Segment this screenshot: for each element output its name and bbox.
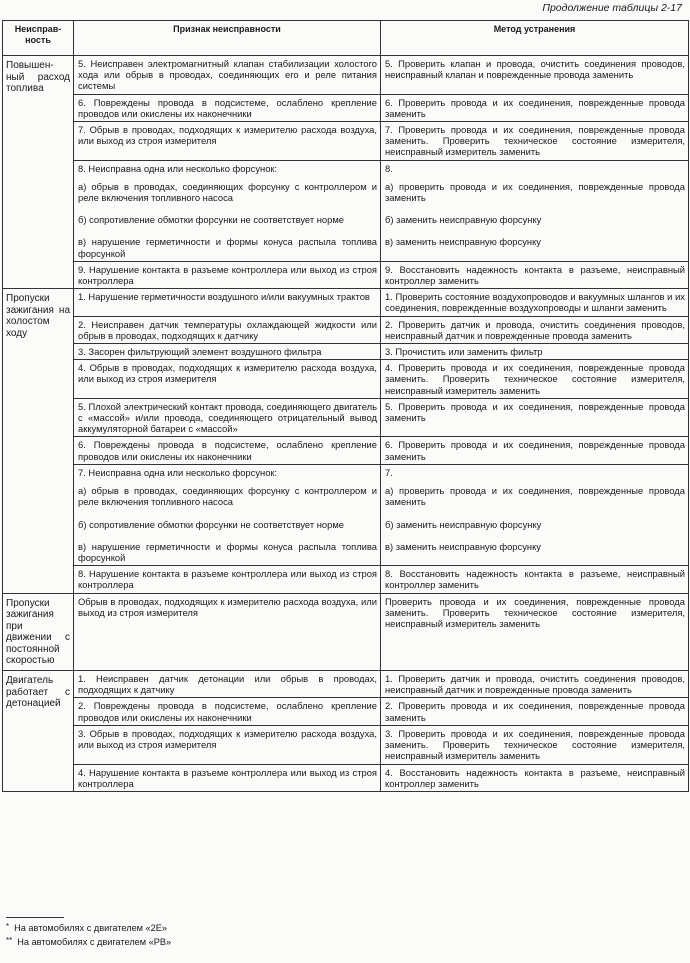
table-row xyxy=(3,94,689,121)
footnote-mark: * xyxy=(6,922,10,931)
footnote-rule xyxy=(6,917,64,918)
table-row xyxy=(3,437,689,464)
table-row xyxy=(3,593,689,671)
remedy-cell xyxy=(381,94,689,121)
symptom-text: 4. Нарушение контакта в разъеме контроллера или выход из строя контроллера xyxy=(78,766,377,789)
troubleshooting-table xyxy=(2,20,689,792)
symptom-text: 8. Нарушение контакта в разъеме контроллера или выход из строя контроллера xyxy=(78,568,377,591)
troubleshooting-table-wrapper xyxy=(2,20,688,792)
remedy-text: 7. xyxy=(385,466,393,478)
table-row xyxy=(3,289,689,316)
symptom-cell xyxy=(74,344,381,360)
footnote-mark: ** xyxy=(6,936,13,945)
remedy-text: б) заменить неисправную форсунку xyxy=(385,214,542,226)
symptom-text: в) нарушение герметичности и формы конуса распыла топлива форсункой xyxy=(78,236,377,259)
symptom-text: 6. Повреждены провода в подсистеме, ослаблено крепление проводов или окислены их наконечники xyxy=(78,96,377,119)
table-row xyxy=(3,566,689,593)
header-fault: Неисправ-ность xyxy=(3,21,74,56)
footnote-text: На автомобилях с двигателем «2Е» xyxy=(14,923,168,933)
symptom-text: 3. Обрыв в проводах, подходящих к измерителю расхода воздуха, или выход из строя измерителя xyxy=(78,727,377,751)
header-symptom: Признак неисправности xyxy=(74,21,381,56)
fault-cell: Пропуски зажигания при движении с постоянной скоростью xyxy=(3,593,74,671)
remedy-text: в) заменить неисправную форсунку xyxy=(385,540,541,552)
footnote-1 xyxy=(6,923,167,934)
remedy-text: 6. Проверить провода и их соединения, поврежденные провода заменить xyxy=(385,96,685,119)
footnote-text: На автомобилях с двигателем «РВ» xyxy=(17,937,172,947)
remedy-cell xyxy=(381,360,689,399)
symptom-cell xyxy=(74,725,381,764)
symptom-text: 2. Повреждены провода в подсистеме, ослаблено крепление проводов или окислены их наконечники xyxy=(78,700,377,723)
table-row xyxy=(3,122,689,161)
table-row xyxy=(3,344,689,360)
remedy-cell xyxy=(381,289,689,316)
remedy-text: 7. Проверить провода и их соединения, поврежденные провода заменить. Проверить техническое состояние измерителя, неисправный измеритель заменить xyxy=(385,124,685,158)
remedy-text: Проверить провода и их соединения, поврежденные провода заменить. Проверить техническое состояние измерителя, неисправный измеритель заменить xyxy=(385,595,685,629)
symptom-cell xyxy=(74,698,381,725)
table-row xyxy=(3,316,689,343)
remedy-cell xyxy=(381,122,689,161)
symptom-cell xyxy=(74,94,381,121)
fault-cell: Двигатель работает с детонацией xyxy=(3,671,74,792)
symptom-text: а) обрыв в проводах, соединяющих форсунку с контроллером и реле включения топливного насоса xyxy=(78,485,377,508)
remedy-text: 5. Проверить провода и их соединения, поврежденные провода заменить xyxy=(385,400,685,424)
symptom-text: 4. Обрыв в проводах, подходящих к измерителю расхода воздуха, или выход из строя измерителя xyxy=(78,362,377,385)
header-remedy: Метод устранения xyxy=(381,21,689,56)
symptom-cell xyxy=(74,566,381,593)
remedy-text: б) заменить неисправную форсунку xyxy=(385,518,542,530)
symptom-text: 6. Повреждены провода в подсистеме, ослаблено крепление проводов или окислены их наконечники xyxy=(78,439,377,462)
remedy-text: 4. Восстановить надежность контакта в разъеме, неисправный контроллер заменить xyxy=(385,766,685,789)
table-row xyxy=(3,56,689,95)
table-body xyxy=(3,56,689,792)
remedy-text: а) проверить провода и их соединения, поврежденные провода заменить xyxy=(385,180,685,204)
symptom-text: а) обрыв в проводах, соединяющих форсунку с контроллером и реле включения топливного насоса xyxy=(78,180,377,204)
remedy-text: а) проверить провода и их соединения, поврежденные провода заменить xyxy=(385,485,685,508)
remedy-text: 3. Прочистить или заменить фильтр xyxy=(385,346,543,358)
remedy-text: 4. Проверить провода и их соединения, поврежденные провода заменить. Проверить техническое состояние измерителя, неисправный измеритель заменить xyxy=(385,362,685,396)
remedy-cell xyxy=(381,464,689,565)
symptom-cell xyxy=(74,160,381,261)
remedy-text: 8. Восстановить надежность контакта в разъеме, неисправный контроллер заменить xyxy=(385,568,685,591)
symptom-text: в) нарушение герметичности и формы конуса распыла топлива форсункой xyxy=(78,540,377,563)
symptom-cell xyxy=(74,289,381,316)
remedy-cell xyxy=(381,160,689,261)
remedy-cell xyxy=(381,725,689,764)
remedy-cell xyxy=(381,698,689,725)
table-row xyxy=(3,464,689,565)
table-row xyxy=(3,160,689,261)
remedy-cell xyxy=(381,764,689,791)
table-row xyxy=(3,398,689,437)
remedy-cell xyxy=(381,316,689,343)
symptom-text: 9. Нарушение контакта в разъеме контроллера или выход из строя контроллера xyxy=(78,263,377,287)
table-caption: Продолжение таблицы 2-17 xyxy=(542,2,682,14)
symptom-text: 5. Плохой электрический контакт провода, соединяющего двигатель с «массой» и/или провода, соединяющего отрицательный вывод аккумуляторной батареи с «массой» xyxy=(78,400,377,435)
symptom-cell xyxy=(74,316,381,343)
symptom-cell xyxy=(74,261,381,288)
symptom-cell xyxy=(74,398,381,437)
symptom-cell xyxy=(74,437,381,464)
remedy-cell xyxy=(381,344,689,360)
remedy-cell xyxy=(381,437,689,464)
remedy-text: 9. Восстановить надежность контакта в разъеме, неисправный контроллер заменить xyxy=(385,263,685,287)
symptom-text: 1. Нарушение герметичности воздушного и/или вакуумных трактов xyxy=(78,291,370,303)
table-row xyxy=(3,698,689,725)
remedy-text: 2. Проверить провода и их соединения, поврежденные провода заменить xyxy=(385,700,685,723)
remedy-cell xyxy=(381,398,689,437)
symptom-text: б) сопротивление обмотки форсунки не соответствует норме xyxy=(78,518,344,530)
symptom-text: 3. Засорен фильтрующий элемент воздушного фильтра xyxy=(78,346,322,358)
symptom-cell xyxy=(74,671,381,698)
remedy-text: 5. Проверить клапан и провода, очистить соединения проводов, неисправный клапан и поврежденные провода заменить xyxy=(385,58,685,81)
remedy-cell xyxy=(381,671,689,698)
symptom-text: 7. Неисправна одна или несколько форсунок: xyxy=(78,466,278,478)
remedy-text: 3. Проверить провода и их соединения, поврежденные провода заменить. Проверить техническое состояние измерителя, неисправный измеритель заменить xyxy=(385,727,685,762)
remedy-cell xyxy=(381,261,689,288)
remedy-text: 6. Проверить провода и их соединения, поврежденные провода заменить xyxy=(385,439,685,462)
table-row xyxy=(3,725,689,764)
symptom-cell xyxy=(74,593,381,671)
symptom-text: 5. Неисправен электромагнитный клапан стабилизации холостого хода или обрыв в проводах, соединяющих его и реле питания системы xyxy=(78,58,377,92)
symptom-cell xyxy=(74,764,381,791)
symptom-text: 7. Обрыв в проводах, подходящих к измерителю расхода воздуха, или выход из строя измерителя xyxy=(78,124,377,147)
footnote-2 xyxy=(6,937,171,948)
symptom-cell xyxy=(74,122,381,161)
remedy-text: 1. Проверить состояние воздухопроводов и вакуумных шлангов и их соединения, поврежденные воздухопроводы и шланги заменить xyxy=(385,291,685,314)
symptom-cell xyxy=(74,56,381,95)
remedy-cell xyxy=(381,566,689,593)
table-row xyxy=(3,261,689,288)
fault-cell: Пропуски зажигания на холостом ходу xyxy=(3,289,74,593)
remedy-text: 1. Проверить датчик и провода, очистить соединения проводов, неисправный датчик и поврежденные провода заменить xyxy=(385,673,685,696)
remedy-cell xyxy=(381,56,689,95)
remedy-cell xyxy=(381,593,689,671)
symptom-text: 2. Неисправен датчик температуры охлаждающей жидкости или обрыв в проводах, подходящих к датчику xyxy=(78,318,377,341)
remedy-text: в) заменить неисправную форсунку xyxy=(385,236,541,248)
table-row xyxy=(3,764,689,791)
symptom-text: 1. Неисправен датчик детонации или обрыв в проводах, подходящих к датчику xyxy=(78,673,377,696)
remedy-text: 8. xyxy=(385,162,393,174)
table-row xyxy=(3,671,689,698)
symptom-text: 8. Неисправна одна или несколько форсунок: xyxy=(78,162,278,174)
symptom-cell xyxy=(74,360,381,399)
symptom-text: б) сопротивление обмотки форсунки не соответствует норме xyxy=(78,214,344,226)
remedy-text: 2. Проверить датчик и провода, очистить соединения проводов, неисправный датчик и поврежденные провода заменить xyxy=(385,318,685,341)
symptom-cell xyxy=(74,464,381,565)
symptom-text: Обрыв в проводах, подходящих к измерителю расхода воздуха, или выход из строя измерителя xyxy=(78,595,377,618)
fault-cell: Повышен-ный расход топлива xyxy=(3,56,74,289)
table-row xyxy=(3,360,689,399)
table-header-row xyxy=(3,21,689,56)
